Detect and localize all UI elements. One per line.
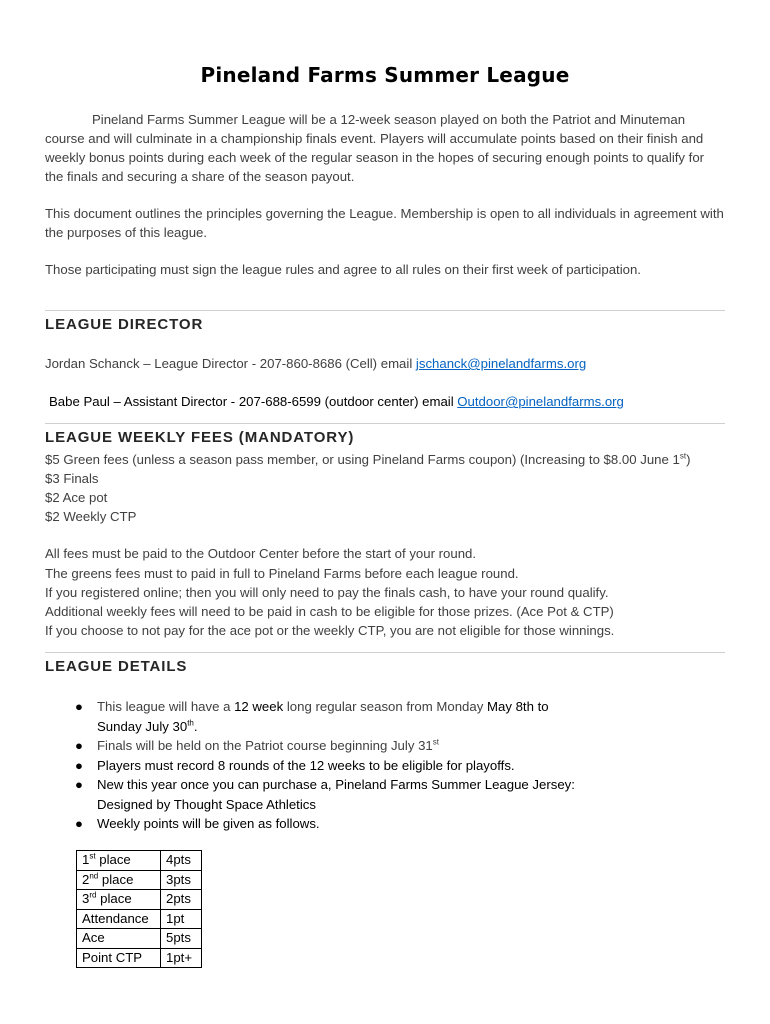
- table-cell-points: 2pts: [161, 890, 202, 910]
- bullet-icon: ●: [75, 699, 83, 714]
- table-cell-points: 4pts: [161, 851, 202, 871]
- list-item: ● This league will have a 12 week long regular season from Monday May 8th to Sunday July 30th.: [75, 699, 549, 734]
- table-row: [77, 851, 202, 871]
- bullet-icon: ●: [75, 757, 83, 773]
- finals-fee-line: $3 Finals: [45, 471, 99, 486]
- section-divider: [45, 310, 725, 311]
- table-row: [77, 909, 202, 929]
- assistant-director-line: [49, 392, 624, 411]
- league-director-heading: LEAGUE DIRECTOR: [45, 316, 204, 333]
- intro-paragraph: Pineland Farms Summer League will be a 12-week season played on both the Patriot and Minuteman course and will culminate in a championship finals event. Players will accumulate points based on their finish and weekly bonus points during each week of the regular season in the hopes of securing enough points to qualify for the finals and securing a share of the season payout.: [45, 112, 705, 184]
- table-cell-label: 3rd place: [77, 890, 161, 910]
- ctp-fee-line: $2 Weekly CTP: [45, 509, 137, 524]
- table-cell-label: Ace: [77, 929, 161, 949]
- bullet-icon: ●: [75, 816, 83, 831]
- fee-note: All fees must be paid to the Outdoor Center before the start of your round.: [45, 546, 477, 561]
- table-cell-label: 2nd place: [77, 870, 161, 890]
- section-divider: [45, 423, 725, 424]
- table-cell-points: 5pts: [161, 929, 202, 949]
- table-row: [77, 870, 202, 890]
- list-item: ● Players must record 8 rounds of the 12 weeks to be eligible for playoffs.: [75, 756, 635, 776]
- table-cell-points: 1pt: [161, 909, 202, 929]
- table-cell-points: 1pt+: [161, 948, 202, 968]
- weekly-fees-heading: LEAGUE WEEKLY FEES (MANDATORY): [45, 429, 355, 446]
- assistant-email-link[interactable]: Outdoor@pinelandfarms.org: [457, 394, 624, 409]
- points-table: [76, 850, 202, 968]
- table-cell-label: Point CTP: [77, 948, 161, 968]
- document-title: Pineland Farms Summer League: [200, 63, 570, 88]
- assistant-director-text: Babe Paul – Assistant Director - 207-688-6599 (outdoor center) email: [49, 394, 458, 409]
- director-email-link[interactable]: jschanck@pinelandfarms.org: [415, 356, 587, 371]
- table-row: [77, 890, 202, 910]
- league-details-heading: LEAGUE DETAILS: [45, 658, 188, 675]
- list-item: ● Weekly points will be given as follows.: [75, 814, 635, 834]
- director-text: Jordan Schanck – League Director - 207-860-8686 (Cell) email: [45, 356, 416, 371]
- fee-note: The greens fees must to paid in full to Pineland Farms before each league round.: [45, 565, 519, 581]
- table-cell-points: 3pts: [161, 870, 202, 890]
- director-line: [45, 354, 586, 373]
- participation-paragraph: Those participating must sign the league rules and agree to all rules on their first week of participation.: [45, 262, 641, 277]
- fee-note: If you choose to not pay for the ace pot or the weekly CTP, you are not eligible for those winnings.: [45, 623, 615, 638]
- table-cell-label: Attendance: [77, 909, 161, 929]
- list-item: ● Finals will be held on the Patriot course beginning July 31st: [75, 736, 635, 756]
- fee-note: Additional weekly fees will need to be paid in cash to be eligible for those prizes. (Ace Pot & CTP): [45, 604, 614, 619]
- fee-note: If you registered online; then you will only need to pay the finals cash, to have your round qualify.: [45, 585, 609, 600]
- section-divider: [45, 652, 725, 653]
- table-row: [77, 929, 202, 949]
- green-fee-line: $5 Green fees (unless a season pass member, or using Pineland Farms coupon) (Increasing to $8.00 June 1st): [45, 451, 691, 467]
- membership-paragraph: This document outlines the principles governing the League. Membership is open to all individuals in agreement with the purposes of this league.: [45, 206, 724, 240]
- bullet-icon: ●: [75, 738, 83, 753]
- table-row: [77, 948, 202, 968]
- table-cell-label: 1st place: [77, 851, 161, 871]
- list-item: ● New this year once you can purchase a, Pineland Farms Summer League Jersey: Designed by Thought Space Athletics: [75, 777, 575, 812]
- bullet-icon: ●: [75, 777, 83, 792]
- details-list: [75, 697, 635, 834]
- ace-pot-fee-line: $2 Ace pot: [45, 490, 108, 505]
